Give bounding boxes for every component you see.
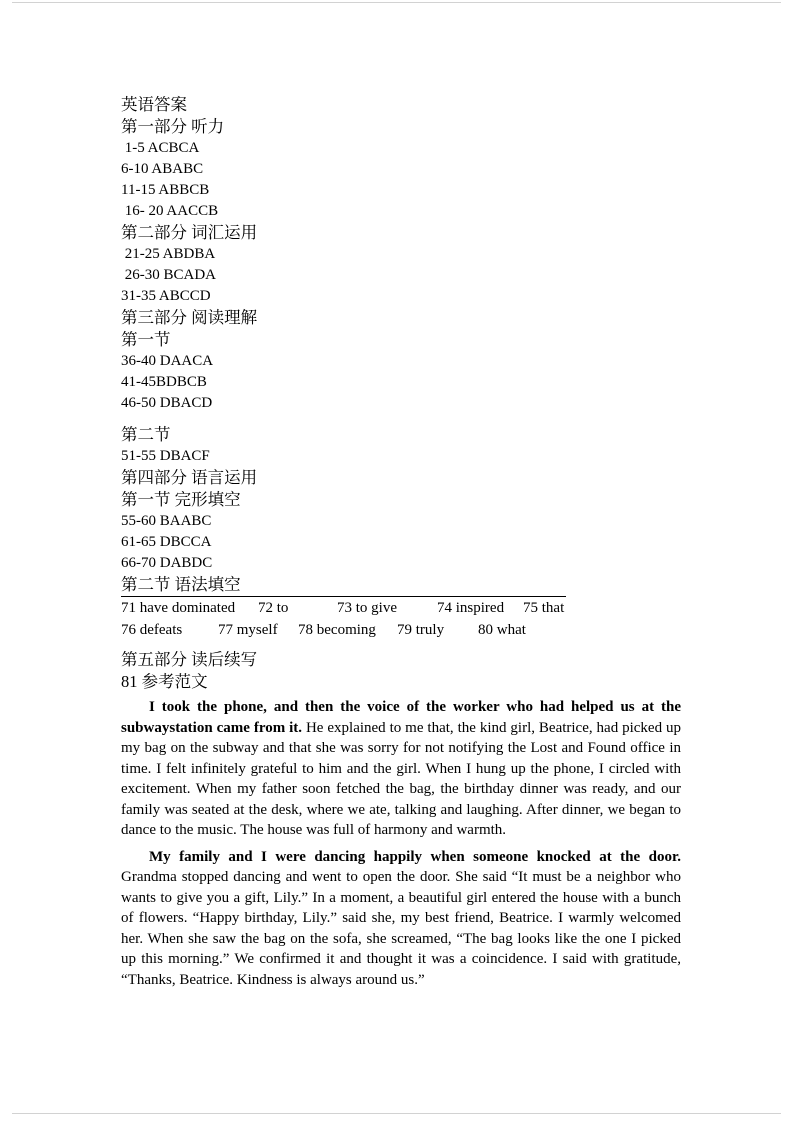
page-top-edge xyxy=(12,2,781,3)
answer-line: 6-10 ABABC xyxy=(121,161,204,177)
document-title: 英语答案 xyxy=(121,95,187,114)
part1-heading: 第一部分 听力 xyxy=(121,117,225,136)
page-bottom-edge xyxy=(12,1113,781,1114)
answer-line: 21-25 ABDBA xyxy=(121,246,216,262)
essay-paragraph-1-body: He explained to me that, the kind girl, Beatrice, had picked up my bag on the subway and that she was sorry for not notifying the Lost and Found office in time. I felt infinitely grateful to him and the girl. When I hung up the phone, I circled with excitement. When my father soon fetched the bag, the birthday dinner was ready, and our family was seated at the desk, where we ate, talking and laughing. After dinner, we began to dance to the music. The house was full of harmony and warmth. xyxy=(121,719,682,838)
answer-line: 26-30 BCADA xyxy=(121,267,217,283)
grammar-answer-77: 77 myself xyxy=(218,622,278,638)
grammar-answer-80: 80 what xyxy=(478,622,526,638)
answer-line: 51-55 DBACF xyxy=(121,448,210,464)
answer-line: 16- 20 AACCB xyxy=(121,203,219,219)
part4-section1-heading: 第一节 完形填空 xyxy=(121,490,241,509)
answer-line: 41-45BDBCB xyxy=(121,374,207,390)
answer-line: 46-50 DBACD xyxy=(121,395,213,411)
essay-paragraph-1-lead: I took the phone, and then the voice of the worker who had helped us at the subwaystation came from it. xyxy=(121,699,681,736)
part3-section2-heading: 第二节 xyxy=(121,425,171,444)
answer-line: 1-5 ACBCA xyxy=(121,140,200,156)
grammar-answer-78: 78 becoming xyxy=(298,622,376,638)
part4-section2-heading: 第二节 语法填空 xyxy=(121,575,241,594)
part5-subheading: 81 参考范文 xyxy=(121,672,208,691)
essay-paragraph-2 xyxy=(121,847,681,991)
grammar-answer-71: 71 have dominated xyxy=(121,600,236,616)
answer-line: 66-70 DABDC xyxy=(121,555,213,571)
grammar-answer-75: 75 that xyxy=(523,600,565,616)
essay-paragraph-1 xyxy=(121,697,681,841)
grammar-answers-row-1 xyxy=(121,597,681,619)
essay-paragraph-2-body: Grandma stopped dancing and went to open the door. She said “It must be a neighbor who wants to give you a gift, Lily.” In a moment, a beautiful girl entered the house with a bunch of flowers. “Happy birthday, Lily.” said she, my best friend, Beatrice. I warmly welcomed her. When she saw the bag on the sofa, she screamed, “The bag looks like the one I picked up this morning.” We confirmed it and thought it was a coincidence. I said with gratitude, “Thanks, Beatrice. Kindness is always around us.” xyxy=(121,869,681,988)
model-essay xyxy=(121,697,681,990)
answer-line: 55-60 BAABC xyxy=(121,513,212,529)
part2-heading: 第二部分 词汇运用 xyxy=(121,223,258,242)
grammar-answer-72: 72 to xyxy=(258,600,289,616)
grammar-answers-row-2 xyxy=(121,619,681,641)
part5-heading: 第五部分 读后续写 xyxy=(121,650,258,669)
answer-line: 36-40 DAACA xyxy=(121,353,214,369)
part3-section1-heading: 第一节 xyxy=(121,330,171,349)
answer-line: 31-35 ABCCD xyxy=(121,288,211,304)
grammar-answer-73: 73 to give xyxy=(337,600,397,616)
part4-section2-heading-underline xyxy=(121,574,566,597)
grammar-answer-74: 74 inspired xyxy=(437,600,505,616)
grammar-answer-76: 76 defeats xyxy=(121,622,183,638)
answer-line: 61-65 DBCCA xyxy=(121,534,212,550)
answer-line: 11-15 ABBCB xyxy=(121,182,210,198)
part4-heading: 第四部分 语言运用 xyxy=(121,468,258,487)
grammar-answer-79: 79 truly xyxy=(397,622,445,638)
part3-heading: 第三部分 阅读理解 xyxy=(121,308,258,327)
essay-paragraph-2-lead: My family and I were dancing happily when someone knocked at the door. xyxy=(149,848,681,865)
